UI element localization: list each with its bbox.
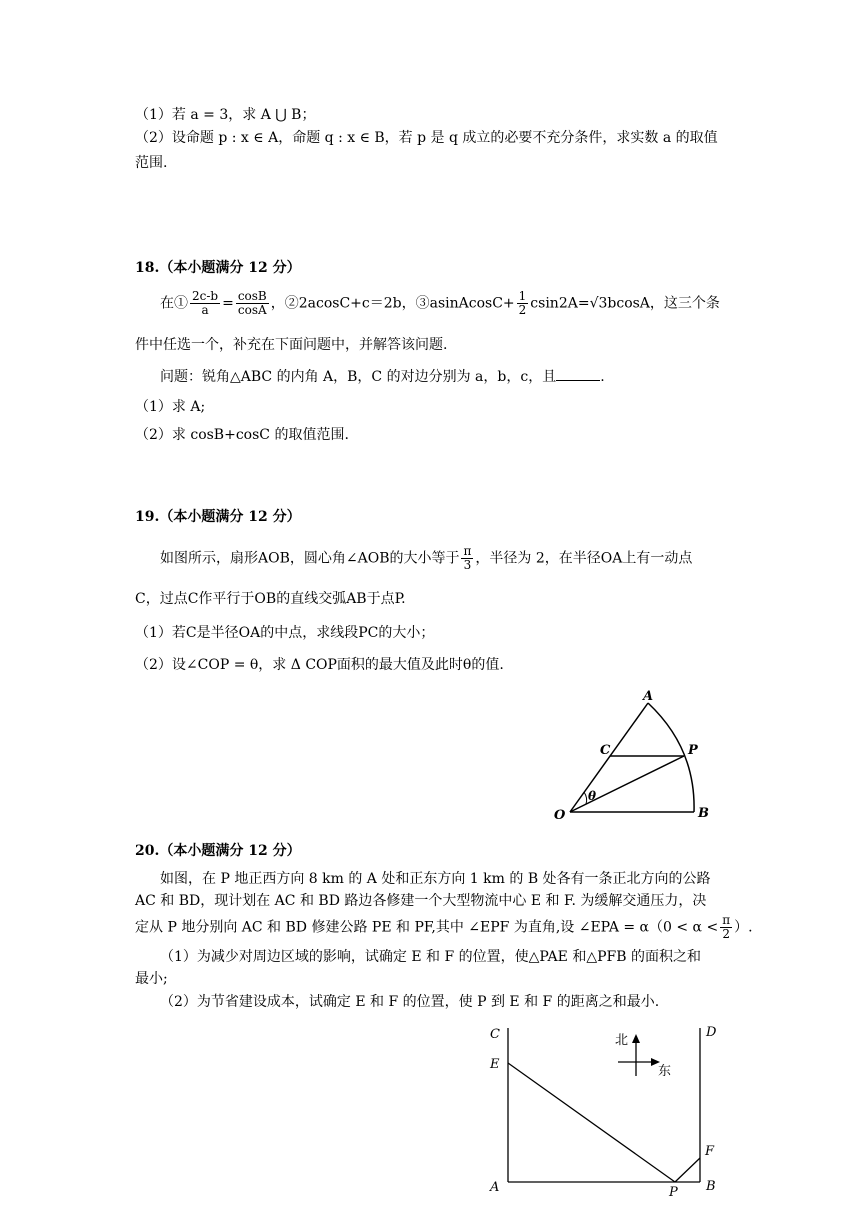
label-C: C <box>490 1027 500 1042</box>
segment-PF <box>675 1158 700 1182</box>
q17-part2-line1: （2）设命题 p : x ∈ A，命题 q : x ∈ B，若 p 是 q 成立的必要不充分条件，求实数 a 的取值 <box>135 130 718 146</box>
q20-line3-a: 定从 P 地分别向 AC 和 BD 修建公路 PE 和 PF,其中 ∠EPF 为直角,设 ∠EPA = α（0 < α < <box>135 919 719 936</box>
q18-problem <box>160 366 605 388</box>
q18-cond-prefix: 在① <box>160 295 188 312</box>
q19-part2: （2）设∠COP = θ，求 Δ COP面积的最大值及此时θ的值. <box>135 657 504 673</box>
segment-OP <box>570 756 684 812</box>
q17-part1: （1）若 a = 3，求 A ⋃ B； <box>135 107 316 123</box>
label-A: A <box>490 1180 500 1195</box>
q18-cond2: ，②2acosC+c＝2b，③asinAcosC+ <box>270 295 515 312</box>
q18-answer-blank <box>556 366 600 381</box>
q19-line1-b: ，半径为 2，在半径OA上有一动点 <box>475 550 693 567</box>
label-P: P <box>669 1185 678 1198</box>
angle-theta-mark <box>584 792 587 804</box>
q18-cond1-frac-left: $\frac{2c-b}{a}$ <box>192 289 219 317</box>
label-east: 东 <box>658 1064 672 1079</box>
q20-heading: 20.（本小题满分 12 分） <box>135 843 301 859</box>
label-O: O <box>554 808 566 823</box>
q20-part2: （2）为节省建设成本，试确定 E 和 F 的位置，使 P 到 E 和 F 的距离之和最小. <box>160 994 660 1010</box>
q18-line2: 件中任选一个，补充在下面问题中，并解答该问题. <box>135 337 448 353</box>
q20-line3-b: ）. <box>734 919 753 936</box>
q19-line2: C，过点C作平行于OB的直线交弧AB于点P. <box>135 591 406 607</box>
q18-part2: （2）求 cosB+cosC 的取值范围. <box>135 427 349 443</box>
q18-cond1-equals: = <box>222 295 234 312</box>
q20-line3 <box>135 914 753 941</box>
label-B: B <box>706 1179 716 1194</box>
q18-problem-end: . <box>600 369 605 385</box>
label-C: C <box>600 743 611 758</box>
label-P: P <box>688 743 698 758</box>
q19-line1-a: 如图所示，扇形AOB，圆心角∠AOB的大小等于 <box>160 550 460 567</box>
label-theta: θ <box>588 789 597 803</box>
q20-line1: 如图，在 P 地正西方向 8 km 的 A 处和正东方向 1 km 的 B 处各有一条正北方向的公路 <box>160 871 711 887</box>
q18-cond3-frac: $\frac{1}{2}$ <box>518 289 527 317</box>
q17-part2-line2: 范围. <box>135 155 168 171</box>
label-E: E <box>490 1057 500 1072</box>
q20-part1-line2: 最小; <box>135 971 168 987</box>
label-A: A <box>643 689 654 704</box>
q18-conditions <box>160 290 720 317</box>
q20-half-pi: $\frac{\pi}{2}$ <box>722 913 731 941</box>
q20-line2: AC 和 BD，现计划在 AC 和 BD 路边各修建一个大型物流中心 E 和 F. 为缓解交通压力，决 <box>135 893 707 909</box>
q19-part1: （1）若C是半径OA的中点，求线段PC的大小； <box>135 625 435 641</box>
segment-PE <box>508 1063 675 1182</box>
q19-pi-third: $\frac{\pi}{3}$ <box>463 544 472 572</box>
label-north: 北 <box>615 1033 629 1048</box>
q19-heading: 19.（本小题满分 12 分） <box>135 509 301 525</box>
q18-heading: 18.（本小题满分 12 分） <box>135 260 301 276</box>
q18-cond1-frac-right: $\frac{\cos B}{\cos A}$ <box>237 289 267 317</box>
label-B: B <box>698 806 709 821</box>
q20-road-figure <box>484 1018 724 1198</box>
q18-cond3-rest: csin2A=√3bcosA，这三个条 <box>530 295 720 312</box>
q18-part1: （1）求 A; <box>135 399 206 415</box>
q19-line1 <box>160 545 692 572</box>
label-F: F <box>705 1144 715 1159</box>
q19-sector-figure <box>548 688 718 823</box>
label-D: D <box>706 1025 717 1040</box>
north-arrow-icon <box>632 1034 640 1043</box>
q20-part1-line1: （1）为减少对周边区域的影响，试确定 E 和 F 的位置，使△PAE 和△PFB 的面积之和 <box>160 949 701 965</box>
q18-problem-text: 问题：锐角△ABC 的内角 A，B，C 的对边分别为 a，b，c，且 <box>160 369 557 385</box>
